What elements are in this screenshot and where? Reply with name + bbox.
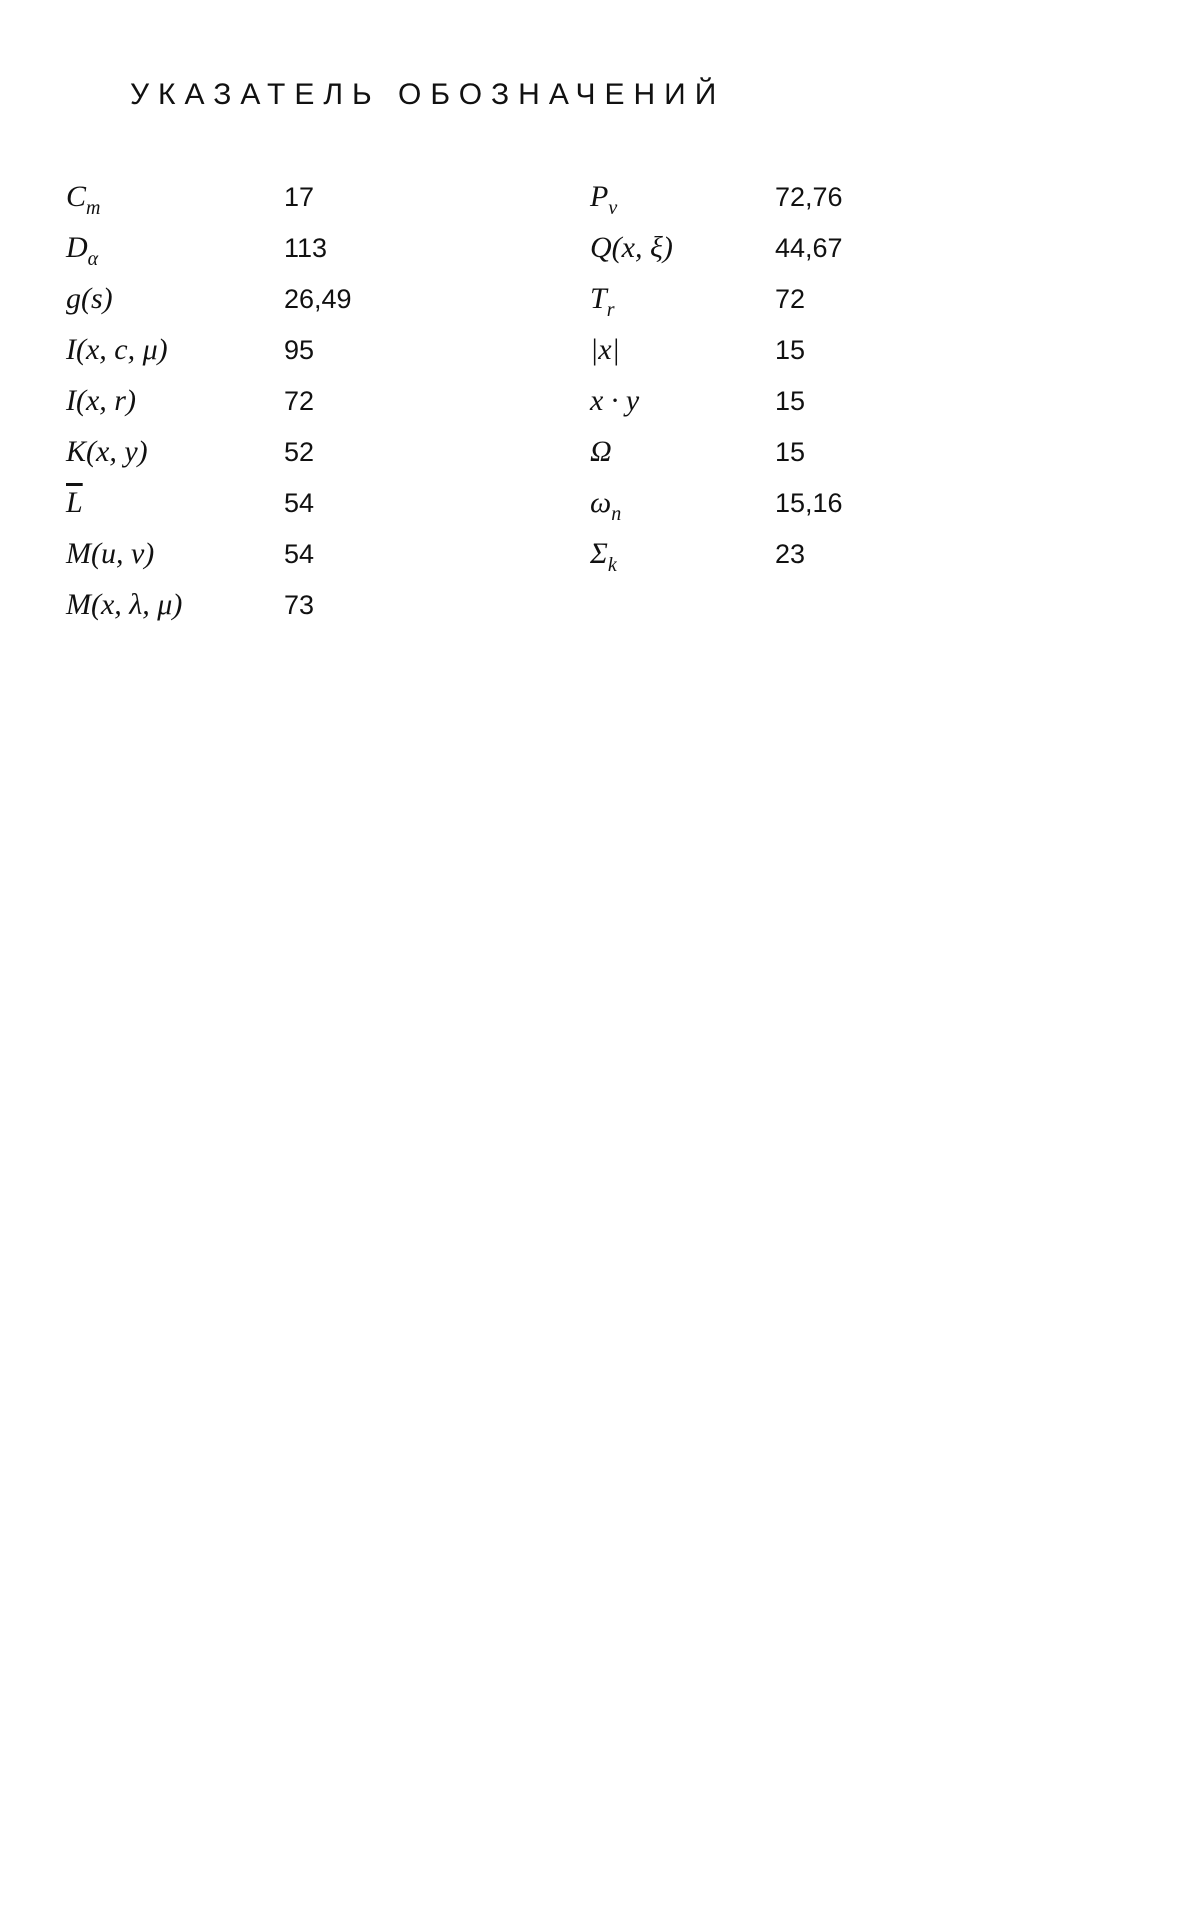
overline-symbol: $\overline{L}$ xyxy=(66,486,83,519)
page-reference: 17 xyxy=(284,182,315,212)
page-reference: 52 xyxy=(284,437,315,467)
index-row xyxy=(66,537,414,588)
symbol-subscript: k xyxy=(607,554,617,576)
page-reference: 54 xyxy=(284,488,315,518)
symbol-subscript: m xyxy=(86,197,101,219)
index-row xyxy=(590,384,905,435)
page-reference: 15 xyxy=(775,386,806,416)
page-reference: 15 xyxy=(775,335,806,365)
page-reference: 26,49 xyxy=(284,284,352,314)
symbol-subscript: n xyxy=(611,503,622,525)
symbol: $\omega_n$ xyxy=(590,486,622,525)
index-row xyxy=(590,435,905,486)
symbol: $\Sigma_k$ xyxy=(590,537,617,576)
symbol: $C_m$ xyxy=(66,180,101,219)
index-row xyxy=(590,333,905,384)
page-reference: 95 xyxy=(284,335,315,365)
page-reference: 15,16 xyxy=(775,488,843,518)
symbol: M(x, λ, μ) xyxy=(66,588,183,621)
index-row xyxy=(590,282,905,333)
index-row xyxy=(66,588,414,639)
index-row xyxy=(590,180,905,231)
symbol-subscript: r xyxy=(606,299,615,321)
index-column-left xyxy=(66,180,414,639)
index-column-right xyxy=(590,180,905,588)
page-reference: 15 xyxy=(775,437,806,467)
index-row xyxy=(66,180,414,231)
index-row xyxy=(66,384,414,435)
index-row xyxy=(590,486,905,537)
index-row xyxy=(66,333,414,384)
page-reference: 72 xyxy=(775,284,806,314)
symbol-subscript: α xyxy=(87,248,99,270)
symbol: $D_\alpha$ xyxy=(66,231,99,270)
symbol: $T_r$ xyxy=(590,282,615,321)
symbol xyxy=(66,486,284,520)
page-reference: 23 xyxy=(775,539,806,569)
page-reference: 113 xyxy=(284,233,328,263)
symbol: Ω xyxy=(590,435,612,468)
index-row xyxy=(590,537,905,588)
symbol: |x| xyxy=(590,333,620,366)
symbol: I(x, c, μ) xyxy=(66,333,168,366)
page-reference: 72,76 xyxy=(775,182,843,212)
symbol: g(s) xyxy=(66,282,113,315)
page-reference: 73 xyxy=(284,590,315,620)
page-reference: 72 xyxy=(284,386,315,416)
symbol: M(u, v) xyxy=(66,537,155,570)
index-row xyxy=(590,231,905,282)
index-row xyxy=(66,282,414,333)
page-title: УКАЗАТЕЛЬ ОБОЗНАЧЕНИЙ xyxy=(130,78,726,112)
page-reference: 44,67 xyxy=(775,233,843,263)
symbol: x · y xyxy=(590,384,640,417)
index-row xyxy=(66,486,414,537)
symbol: Q(x, ξ) xyxy=(590,231,673,264)
page-reference: 54 xyxy=(284,539,315,569)
index-row xyxy=(66,435,414,486)
symbol: I(x, r) xyxy=(66,384,136,417)
symbol-subscript: ν xyxy=(608,197,618,219)
symbol: K(x, y) xyxy=(66,435,148,468)
index-row xyxy=(66,231,414,282)
symbol: $P_\nu$ xyxy=(590,180,618,219)
